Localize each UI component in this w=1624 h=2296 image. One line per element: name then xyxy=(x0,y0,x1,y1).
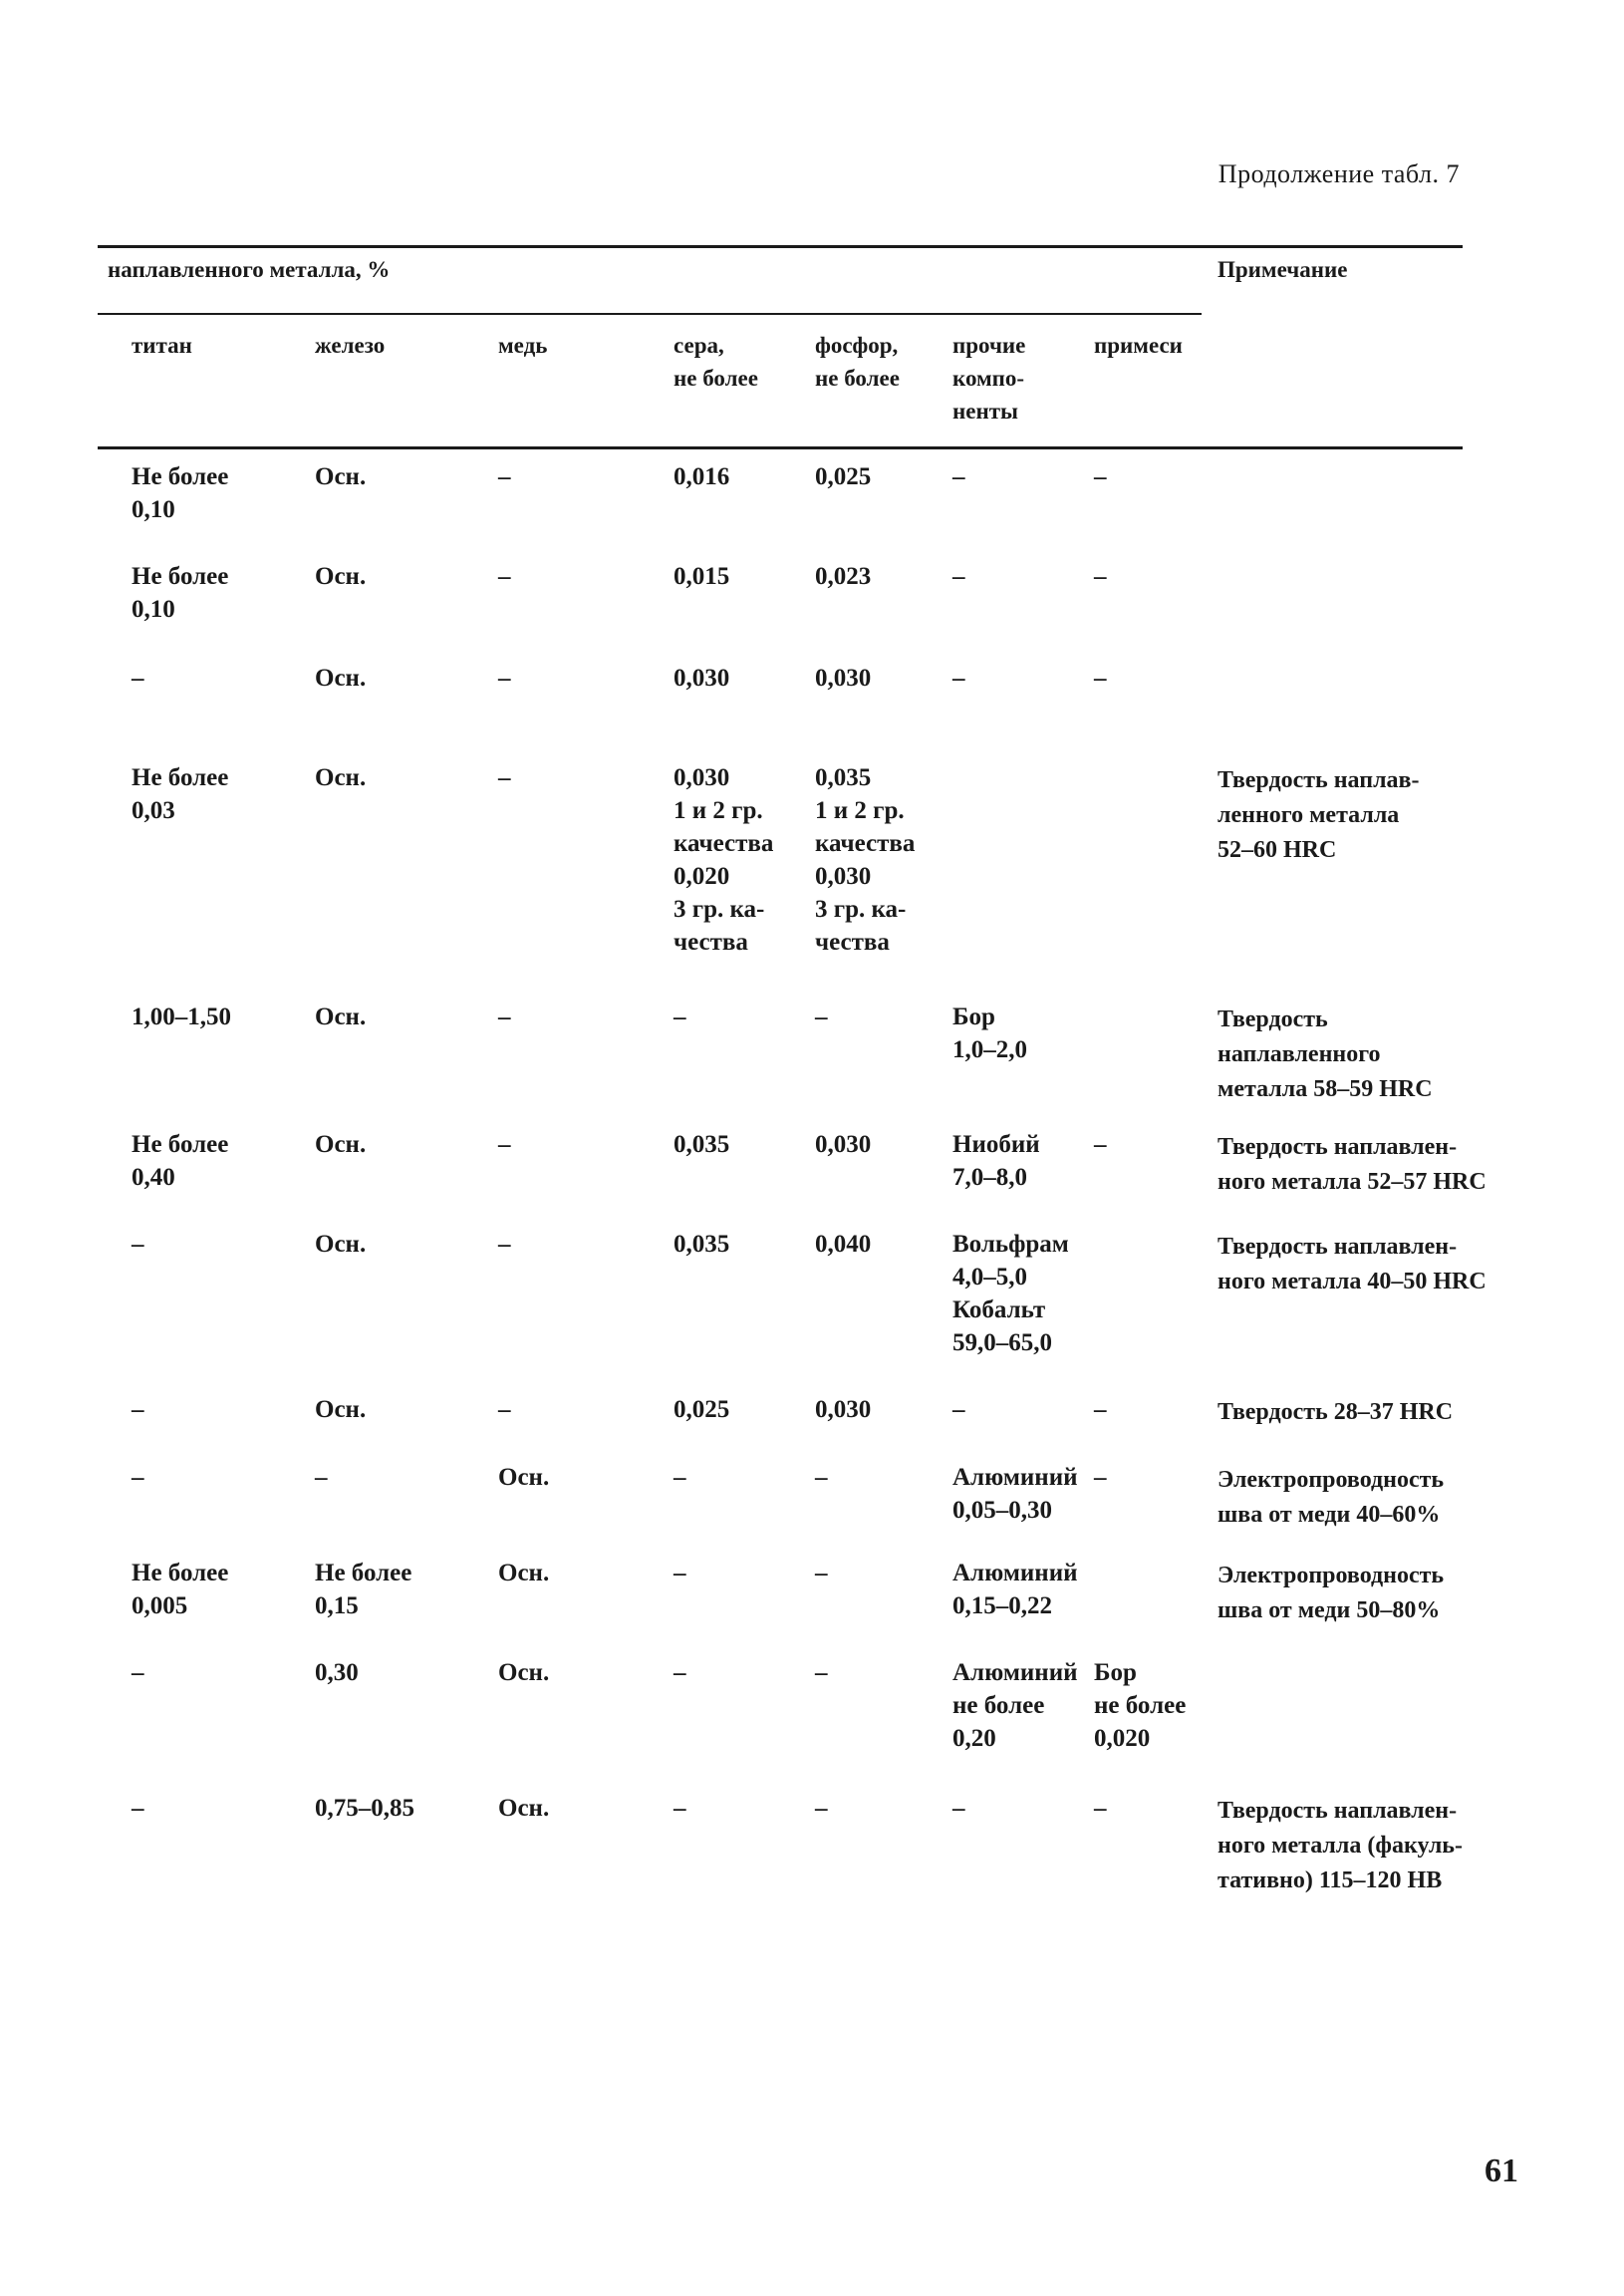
cell-sulfur: – xyxy=(674,1795,686,1822)
cell-iron: Осн. xyxy=(315,563,367,590)
cell-sulfur: 0,030 1 и 2 гр. качества 0,020 3 гр. ка- чества xyxy=(674,764,774,956)
cell-copper: – xyxy=(498,764,511,791)
cell-titanium: Не более 0,03 xyxy=(132,764,229,824)
cell-phosphorus: – xyxy=(815,1560,828,1586)
group-rule xyxy=(98,313,1202,315)
cell-other-components: Вольфрам 4,0–5,0 Кобальт 59,0–65,0 xyxy=(952,1231,1069,1356)
cell-sulfur: 0,016 xyxy=(674,463,730,490)
cell-sulfur: 0,035 xyxy=(674,1231,730,1258)
cell-iron: Осн. xyxy=(315,1004,367,1030)
cell-phosphorus: 0,030 xyxy=(815,1131,872,1158)
cell-other-components: Ниобий 7,0–8,0 xyxy=(952,1131,1040,1191)
cell-other-components: – xyxy=(952,463,965,490)
cell-sulfur: 0,035 xyxy=(674,1131,730,1158)
cell-titanium: 1,00–1,50 xyxy=(132,1004,231,1030)
cell-phosphorus: 0,040 xyxy=(815,1231,872,1258)
cell-copper: Осн. xyxy=(498,1560,550,1586)
cell-note: Твердость наплавлен- ного металла (факуль- тативно) 115–120 HB xyxy=(1218,1798,1463,1893)
cell-phosphorus: 0,030 xyxy=(815,665,872,692)
cell-note: Твердость наплавленного металла 58–59 HRC xyxy=(1218,1006,1433,1102)
cell-iron: Не более 0,15 xyxy=(315,1560,412,1619)
cell-titanium: – xyxy=(132,665,144,692)
cell-titanium: – xyxy=(132,1795,144,1822)
cell-iron: Осн. xyxy=(315,665,367,692)
cell-copper: – xyxy=(498,463,511,490)
cell-iron: Осн. xyxy=(315,463,367,490)
cell-sulfur: 0,025 xyxy=(674,1396,730,1423)
cell-note: Твердость наплавлен- ного металла 52–57 HRC xyxy=(1218,1134,1487,1195)
cell-copper: – xyxy=(498,1131,511,1158)
cell-other-components: – xyxy=(952,1396,965,1423)
cell-other-components: – xyxy=(952,665,965,692)
cell-titanium: – xyxy=(132,1231,144,1258)
column-header-copper: медь xyxy=(498,333,548,358)
group-header: наплавленного металла, % xyxy=(108,257,391,282)
cell-other-components: Алюминий 0,05–0,30 xyxy=(952,1464,1078,1524)
cell-titanium: Не более 0,10 xyxy=(132,563,229,623)
table-top-rule xyxy=(98,245,1463,248)
cell-copper: – xyxy=(498,665,511,692)
cell-copper: Осн. xyxy=(498,1659,550,1686)
cell-titanium: – xyxy=(132,1659,144,1686)
cell-impurities: – xyxy=(1094,563,1107,590)
column-header-other-components: прочие компо- ненты xyxy=(952,333,1026,424)
cell-phosphorus: – xyxy=(815,1659,828,1686)
cell-phosphorus: 0,025 xyxy=(815,463,872,490)
cell-other-components: – xyxy=(952,563,965,590)
cell-other-components: Алюминий 0,15–0,22 xyxy=(952,1560,1078,1619)
cell-iron: Осн. xyxy=(315,1396,367,1423)
cell-impurities: – xyxy=(1094,1795,1107,1822)
continuation-label: Продолжение табл. 7 xyxy=(1218,159,1460,188)
cell-titanium: – xyxy=(132,1464,144,1491)
cell-phosphorus: 0,035 1 и 2 гр. качества 0,030 3 гр. ка- чества xyxy=(815,764,916,956)
column-header-sulfur: сера, не более xyxy=(674,333,758,391)
cell-sulfur: – xyxy=(674,1464,686,1491)
cell-titanium: Не более 0,40 xyxy=(132,1131,229,1191)
cell-sulfur: 0,015 xyxy=(674,563,730,590)
cell-titanium: Не более 0,005 xyxy=(132,1560,229,1619)
column-header-phosphorus: фосфор, не более xyxy=(815,333,900,391)
cell-note: Твердость 28–37 HRC xyxy=(1218,1399,1454,1425)
note-header: Примечание xyxy=(1218,257,1348,282)
cell-iron: – xyxy=(315,1464,328,1491)
cell-note: Твердость наплавлен- ного металла 40–50 HRC xyxy=(1218,1234,1487,1294)
cell-other-components: Бор 1,0–2,0 xyxy=(952,1004,1027,1063)
cell-iron: 0,75–0,85 xyxy=(315,1795,414,1822)
cell-phosphorus: 0,023 xyxy=(815,563,872,590)
page-number: 61 xyxy=(1485,2152,1518,2189)
cell-sulfur: 0,030 xyxy=(674,665,730,692)
cell-impurities: – xyxy=(1094,1396,1107,1423)
cell-note: Электропроводность шва от меди 40–60% xyxy=(1218,1467,1445,1528)
cell-impurities: – xyxy=(1094,463,1107,490)
cell-other-components: – xyxy=(952,1795,965,1822)
cell-sulfur: – xyxy=(674,1560,686,1586)
column-header-titanium: титан xyxy=(132,333,192,358)
cell-sulfur: – xyxy=(674,1004,686,1030)
cell-iron: Осн. xyxy=(315,764,367,791)
cell-copper: Осн. xyxy=(498,1464,550,1491)
column-header-impurities: примеси xyxy=(1094,333,1183,358)
cell-titanium: – xyxy=(132,1396,144,1423)
column-header-iron: железо xyxy=(315,333,386,358)
cell-impurities: Бор не более 0,020 xyxy=(1094,1659,1187,1752)
cell-titanium: Не более 0,10 xyxy=(132,463,229,523)
cell-phosphorus: – xyxy=(815,1004,828,1030)
cell-phosphorus: – xyxy=(815,1464,828,1491)
cell-other-components: Алюминий не более 0,20 xyxy=(952,1659,1078,1752)
cell-copper: – xyxy=(498,1004,511,1030)
cell-copper: Осн. xyxy=(498,1795,550,1822)
cell-iron: Осн. xyxy=(315,1231,367,1258)
cell-sulfur: – xyxy=(674,1659,686,1686)
cell-note: Твердость наплав- ленного металла 52–60 HRC xyxy=(1218,767,1420,863)
cell-phosphorus: 0,030 xyxy=(815,1396,872,1423)
cell-copper: – xyxy=(498,1231,511,1258)
cell-copper: – xyxy=(498,1396,511,1423)
cell-iron: Осн. xyxy=(315,1131,367,1158)
cell-iron: 0,30 xyxy=(315,1659,359,1686)
cell-note: Электропроводность шва от меди 50–80% xyxy=(1218,1563,1445,1623)
cell-impurities: – xyxy=(1094,1131,1107,1158)
header-bottom-rule xyxy=(98,446,1463,449)
cell-copper: – xyxy=(498,563,511,590)
cell-impurities: – xyxy=(1094,1464,1107,1491)
cell-phosphorus: – xyxy=(815,1795,828,1822)
cell-impurities: – xyxy=(1094,665,1107,692)
